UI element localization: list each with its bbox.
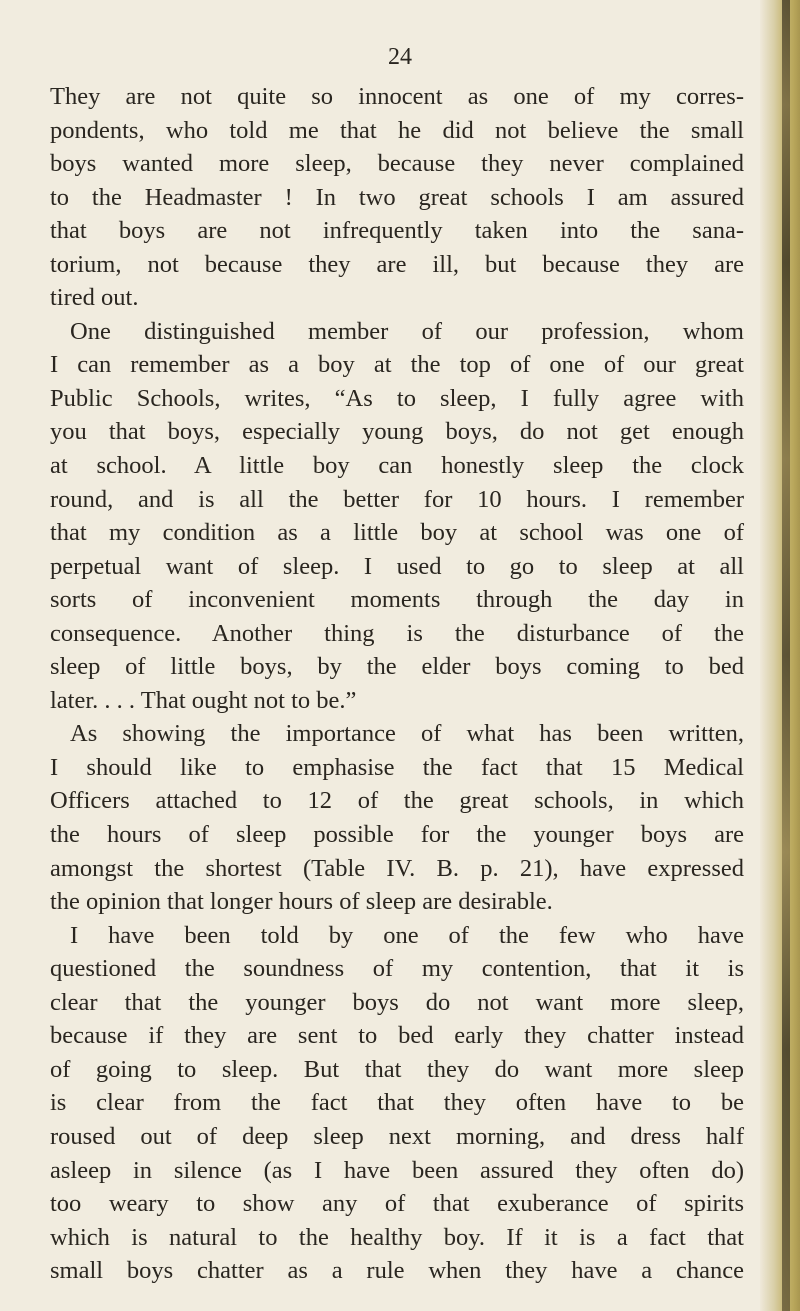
text-line: I can remember as a boy at the top of one of our great xyxy=(50,351,744,379)
text-line: round, and is all the better for 10 hours. I remember xyxy=(50,485,744,513)
body-text xyxy=(50,80,744,1288)
text-line: which is natural to the healthy boy. If it is a fact that xyxy=(50,1223,744,1251)
text-line: sorts of inconvenient moments through the day in xyxy=(50,586,744,614)
text-line: small boys chatter as a rule when they have a chance xyxy=(50,1257,744,1285)
text-line: clear that the younger boys do not want more sleep, xyxy=(50,988,744,1016)
text-line: amongst the shortest (Table IV. B. p. 21), have expressed xyxy=(50,854,744,882)
text-line: sleep of little boys, by the elder boys coming to bed xyxy=(50,653,744,681)
page-number: 24 xyxy=(388,44,412,70)
text-line: that boys are not infrequently taken into the sana- xyxy=(50,217,744,245)
text-line: of going to sleep. But that they do want more sleep xyxy=(50,1055,744,1083)
text-line: the hours of sleep possible for the younger boys are xyxy=(50,821,744,849)
text-line: Public Schools, writes, “As to sleep, I fully agree with xyxy=(50,384,744,412)
text-line: is clear from the fact that they often have to be xyxy=(50,1089,744,1117)
text-line: at school. A little boy can honestly sleep the clock xyxy=(50,452,744,480)
text-line: that my condition as a little boy at school was one of xyxy=(50,519,744,547)
text-line: pondents, who told me that he did not believe the small xyxy=(50,116,744,144)
page-binding-shadow xyxy=(782,0,790,1311)
text-line: They are not quite so innocent as one of my corres- xyxy=(50,83,744,110)
text-line: I have been told by one of the few who have xyxy=(70,921,744,949)
text-line: because if they are sent to bed early they chatter instead xyxy=(50,1022,744,1050)
text-line: too weary to show any of that exuberance of spirits xyxy=(50,1190,744,1218)
text-line: As showing the importance of what has been written, xyxy=(70,720,744,748)
text-line: to the Headmaster ! In two great schools I am assured xyxy=(50,183,744,211)
text-line: you that boys, especially young boys, do not get enough xyxy=(50,418,744,446)
text-line: later. . . . That ought not to be.” xyxy=(50,686,357,714)
text-line: questioned the soundness of my contention, that it is xyxy=(50,955,744,983)
text-line: consequence. Another thing is the disturbance of the xyxy=(50,619,744,647)
text-line: boys wanted more sleep, because they never complained xyxy=(50,150,744,178)
text-line: asleep in silence (as I have been assured they often do) xyxy=(50,1156,744,1184)
text-line: tired out. xyxy=(50,284,139,312)
text-line: I should like to emphasise the fact that 15 Medical xyxy=(50,753,744,781)
text-line: roused out of deep sleep next morning, and dress half xyxy=(50,1122,744,1150)
text-line: torium, not because they are ill, but because they are xyxy=(50,250,744,278)
text-line: Officers attached to 12 of the great schools, in which xyxy=(50,787,744,815)
text-line: perpetual want of sleep. I used to go to sleep at all xyxy=(50,552,744,580)
page-binding-edge xyxy=(760,0,800,1311)
text-line: One distinguished member of our profession, whom xyxy=(70,317,744,345)
text-line: the opinion that longer hours of sleep are desirable. xyxy=(50,888,553,916)
